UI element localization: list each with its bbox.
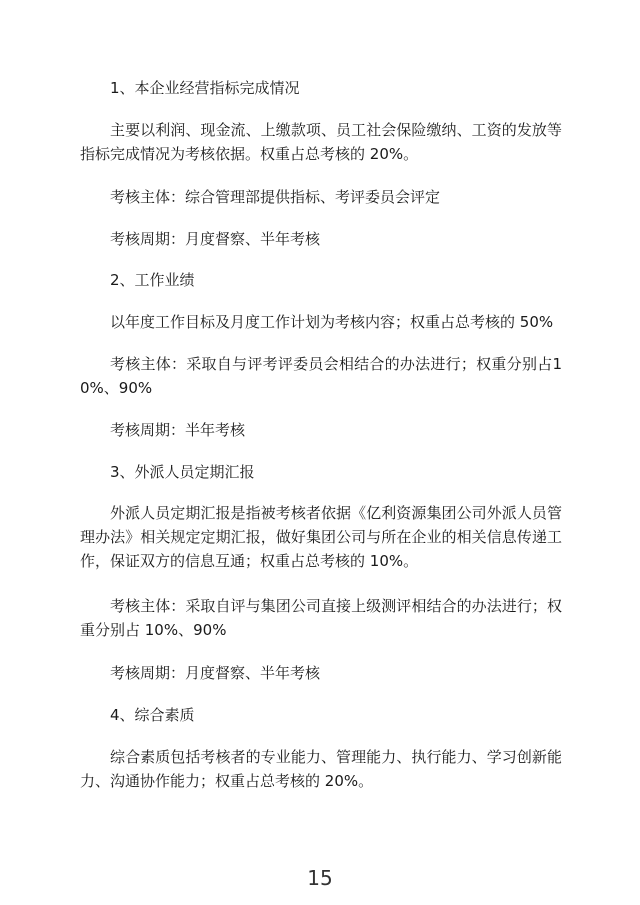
paragraph-section-1-subject: 考核主体：综合管理部提供指标、考评委员会评定 <box>110 188 441 206</box>
heading-section-4: 4、综合素质 <box>110 706 195 724</box>
paragraph-section-4-body: 综合素质包括考核者的专业能力、管理能力、执行能力、学习创新能力、沟通协作能力；权重占总考核的 20%。 <box>80 748 562 790</box>
paragraph-section-2-subject: 考核主体：采取自与评考评委员会相结合的办法进行；权重分别占10%、90% <box>80 355 562 397</box>
heading-section-1: 1、本企业经营指标完成情况 <box>110 79 300 97</box>
paragraph-section-1-period: 考核周期：月度督察、半年考核 <box>110 230 321 248</box>
paragraph-section-3-subject: 考核主体：采取自评与集团公司直接上级测评相结合的办法进行；权重分别占 10%、90% <box>80 597 562 639</box>
paragraph-section-3-period: 考核周期：月度督察、半年考核 <box>110 664 321 682</box>
paragraph-section-1-body: 主要以利润、现金流、上缴款项、员工社会保险缴纳、工资的发放等指标完成情况为考核依据。权重占总考核的 20%。 <box>80 121 562 163</box>
paragraph-section-2-period: 考核周期：半年考核 <box>110 421 246 439</box>
page-number: 15 <box>307 866 333 890</box>
heading-section-3: 3、外派人员定期汇报 <box>110 463 255 481</box>
paragraph-section-3-body: 外派人员定期汇报是指被考核者依据《亿利资源集团公司外派人员管理办法》相关规定定期汇报，做好集团公司与所在企业的相关信息传递工作，保证双方的信息互通；权重占总考核的 10%。 <box>80 504 562 570</box>
heading-section-2: 2、工作业绩 <box>110 271 195 289</box>
paragraph-section-2-body: 以年度工作目标及月度工作计划为考核内容；权重占总考核的 50% <box>110 313 554 331</box>
